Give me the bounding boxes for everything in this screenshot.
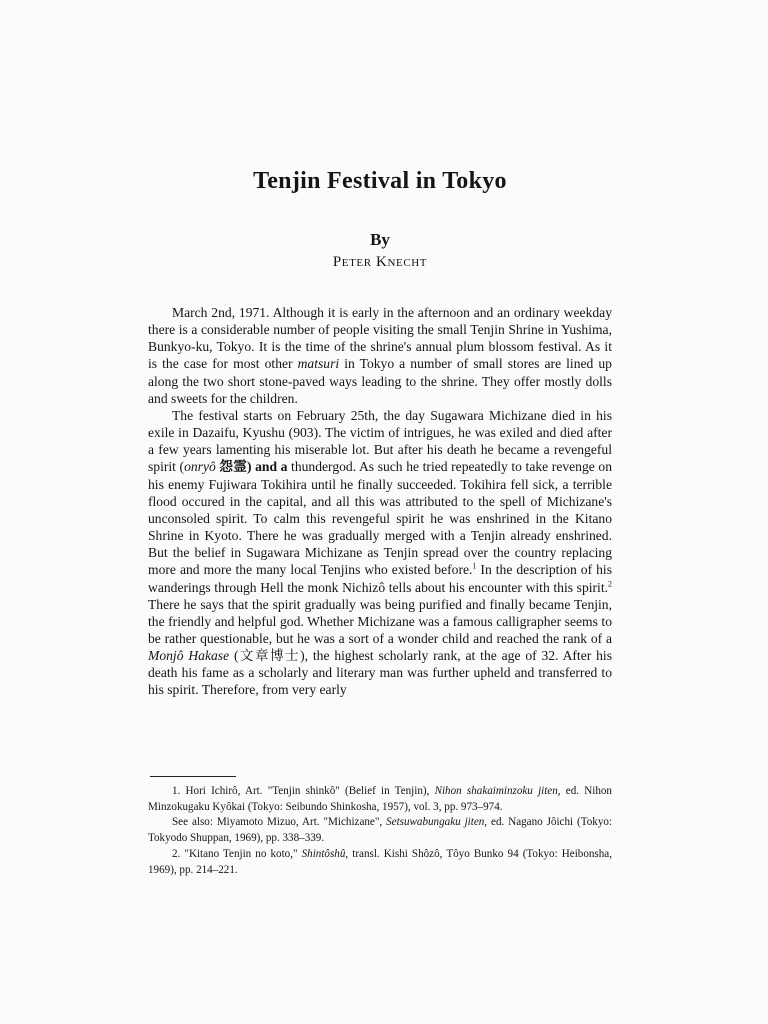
monjo-kanji: (文章博士) — [229, 648, 305, 664]
text-run: There he says that the spirit gradually was being purified and finally became Tenjin, the friendly and helpful god. Whether Michizane was a famous calligrapher seems to be rather questionable, but he was a sort of a wonder child and reached the rank of a — [148, 596, 612, 646]
text-run: thundergod. As such he tried repeatedly to take revenge on his enemy Fujiwara Tokihira until he finally succeeded. Tokihira fell sick, a terrible flood occured in the capital, and all this was attributed to the spell of Michizane's unconsoled spirit. To calm this revengeful spirit he was enshrined in the Kitano Shrine in Kyoto. There he was gradually merged with a Tenjin already enshrined. But the belief in Sugawara Michizane as Tenjin spread over the country replacing more and more the many local Tenjins who existed before. — [148, 459, 613, 578]
text-run: The festival starts on February 25th, the day Sugawara Michizane died in his exile in Dazaifu, Kyushu (903). The victim of intrigues, he was exiled and died after a few years lamenting his miserable lot. But after his death he became a revengeful spirit ( — [148, 407, 612, 475]
text-run: in Tokyo a number of small stores are lined up along the two short stone-paved ways leading to the shrine. They offer mostly dolls and sweets for the children. — [148, 356, 612, 406]
article-title: Tenjin Festival in Tokyo — [253, 168, 507, 194]
text-run: See also: Miyamoto Mizuo, Art. "Michizane", — [172, 816, 387, 829]
paragraph-2 — [148, 407, 612, 699]
cited-title: Shintôshû, — [301, 847, 349, 860]
text-run: ed. Nihon Minzokugaku Kyôkai (Tokyo: Seibundo Shinkosha, 1957), vol. 3, pp. 973–974. — [148, 785, 612, 813]
footnote-1-see-also — [148, 815, 612, 846]
author-name: Peter Knecht — [332, 254, 428, 270]
footnote-1 — [148, 784, 612, 815]
article-body — [148, 304, 612, 699]
cited-title: Setsuwabungaku jiten, — [386, 816, 488, 829]
footnote-ref-1: 1 — [472, 561, 477, 571]
cited-title: Nihon shakaiminzoku jiten, — [434, 785, 561, 797]
text-run: In the description of his wanderings through Hell the monk Nichizô tells about his encounter with this spirit. — [148, 562, 612, 595]
text-run: March 2nd, 1971. Although it is early in the afternoon and an ordinary weekday there is a considerable number of people visiting the small Tenjin Shrine in Yushima, Bunkyo-ku, Tokyo. It is the time of the shrine's annual plum blossom festival. As it is the case for most other — [148, 305, 612, 372]
paragraph-1 — [148, 304, 612, 407]
term-onryo: onryô — [184, 459, 216, 475]
byline: By — [370, 230, 390, 249]
footnote-divider — [150, 776, 236, 777]
onryo-kanji: 怨霊) and a — [215, 459, 288, 475]
footnote-ref-2: 2 — [608, 578, 612, 588]
text-run: 1. Hori Ichirô, Art. "Tenjin shinkô" (Belief in Tenjin), — [172, 785, 435, 797]
text-run: transl. Kishi Shôzô, Tôyo Bunko 94 (Tokyo: Heibonsha, 1969), pp. 214–221. — [148, 847, 612, 876]
text-run: ed. Nagano Jôichi (Tokyo: Tokyodo Shuppan, 1969), pp. 338–339. — [148, 816, 613, 845]
term-monjo-hakase: Monjô Hakase — [148, 648, 230, 664]
text-run: 2. "Kitano Tenjin no koto," — [172, 847, 302, 860]
footnotes — [148, 784, 612, 878]
term-matsuri: matsuri — [297, 356, 340, 372]
footnote-2 — [148, 847, 612, 878]
text-run: , the highest scholarly rank, at the age of 32. After his death his fame as a scholarly and literary man was further upheld and transferred to his spirit. Therefore, from very early — [148, 648, 612, 698]
